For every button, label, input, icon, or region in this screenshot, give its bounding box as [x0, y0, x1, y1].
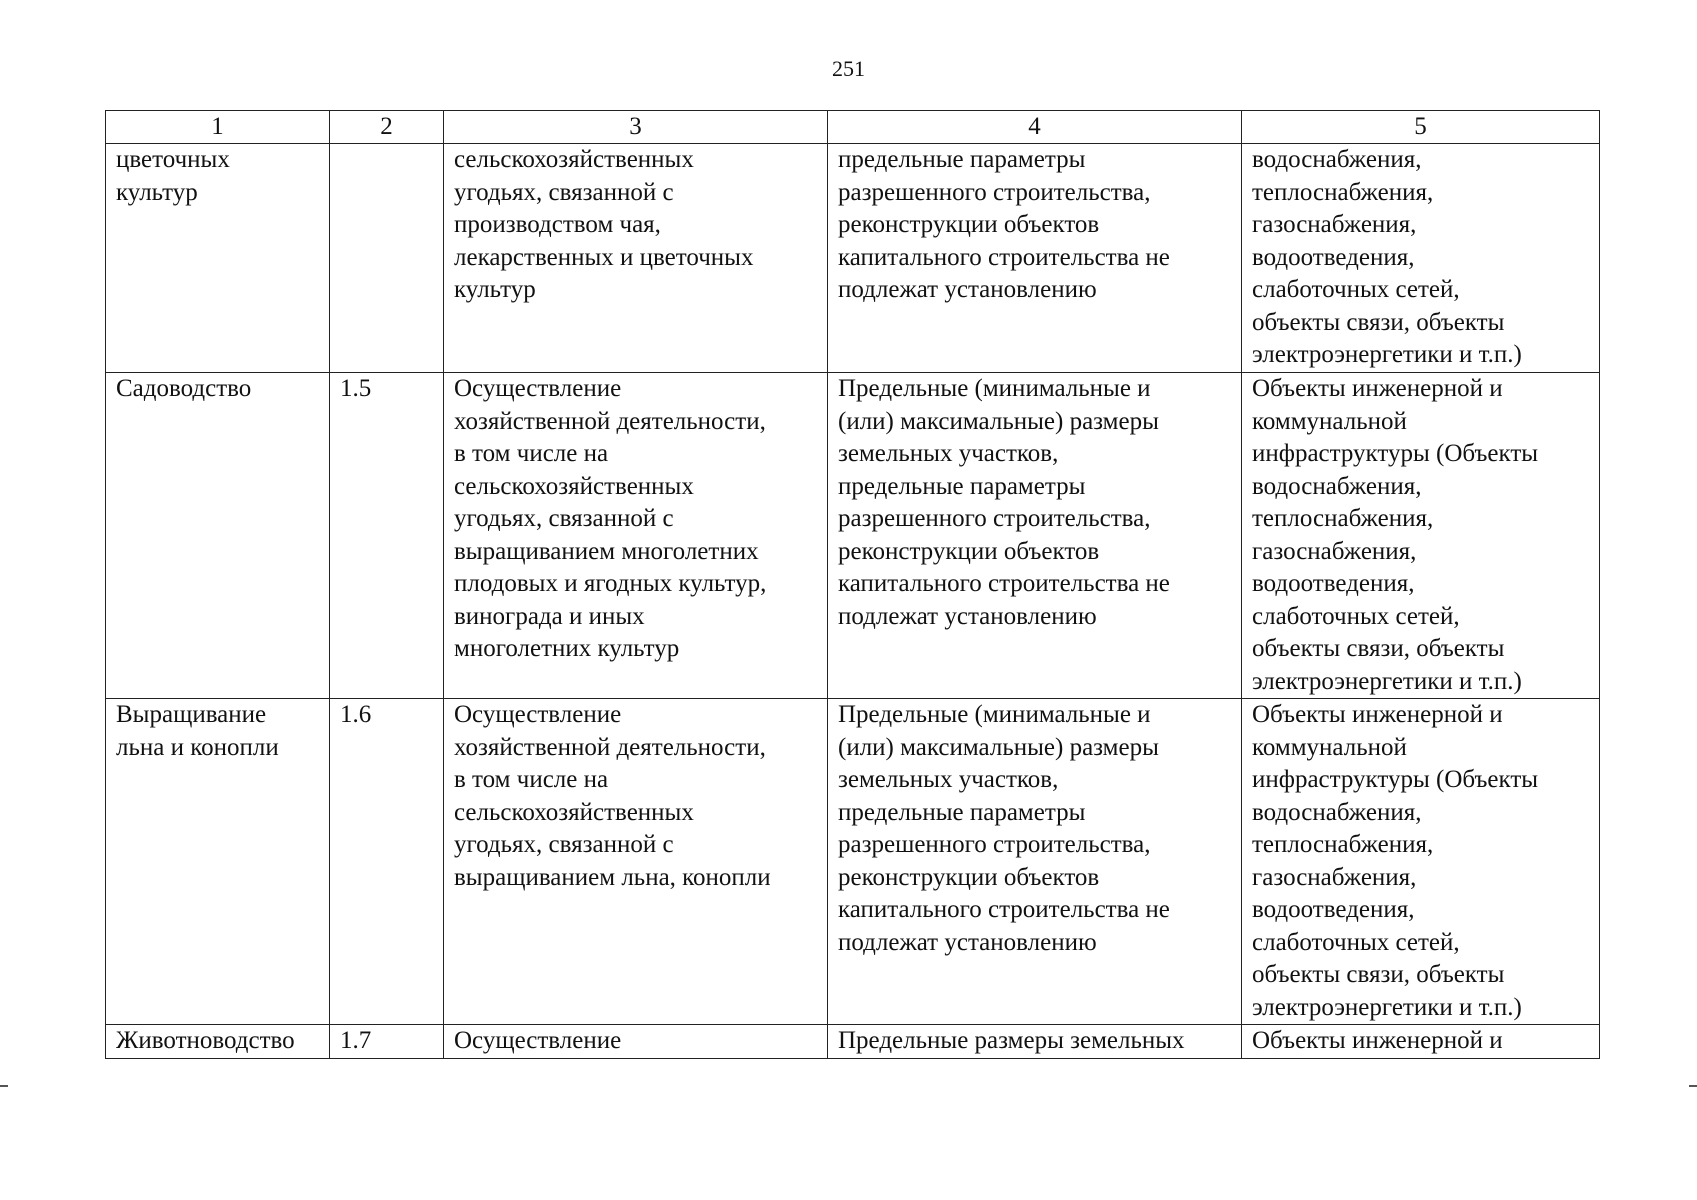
cell-parameters: Предельные (минимальные и (или) максимальные) размеры земельных участков, предельные параметры разрешенного строительства, реконструкции объектов капитального строительства не подлежат установлению	[828, 699, 1242, 1025]
cell-parameters: Предельные (минимальные и (или) максимальные) размеры земельных участков, предельные параметры разрешенного строительства, реконструкции объектов капитального строительства не подлежат установлению	[828, 373, 1242, 699]
header-col-5: 5	[1242, 111, 1600, 144]
land-use-table	[105, 110, 1600, 1059]
cell-parameters: Предельные размеры земельных	[828, 1025, 1242, 1059]
header-col-2: 2	[330, 111, 444, 144]
cell-code: 1.7	[330, 1025, 444, 1059]
cell-name: Животноводство	[106, 1025, 330, 1059]
cell-parameters: предельные параметры разрешенного строительства, реконструкции объектов капитального строительства не подлежат установлению	[828, 144, 1242, 373]
cell-description: Осуществление	[444, 1025, 828, 1059]
cell-description: Осуществление хозяйственной деятельности, в том числе на сельскохозяйственных угодьях, связанной с выращиванием льна, конопли	[444, 699, 828, 1025]
cell-code: 1.5	[330, 373, 444, 699]
table-row	[106, 144, 1600, 373]
cell-code	[330, 144, 444, 373]
page-number: 251	[832, 56, 865, 81]
cell-name: Садоводство	[106, 373, 330, 699]
cell-infrastructure: Объекты инженерной и коммунальной инфраструктуры (Объекты водоснабжения, теплоснабжения, газоснабжения, водоотведения, слаботочных сетей, объекты связи, объекты электроэнергетики и т.п.)	[1242, 373, 1600, 699]
scan-edge-mark-right	[1689, 1085, 1697, 1087]
cell-infrastructure: Объекты инженерной и	[1242, 1025, 1600, 1059]
table-row	[106, 373, 1600, 699]
cell-infrastructure: Объекты инженерной и коммунальной инфраструктуры (Объекты водоснабжения, теплоснабжения, газоснабжения, водоотведения, слаботочных сетей, объекты связи, объекты электроэнергетики и т.п.)	[1242, 699, 1600, 1025]
table-header-row	[106, 111, 1600, 144]
cell-code: 1.6	[330, 699, 444, 1025]
cell-name: Выращивание льна и конопли	[106, 699, 330, 1025]
cell-description: сельскохозяйственных угодьях, связанной с производством чая, лекарственных и цветочных культур	[444, 144, 828, 373]
header-col-4: 4	[828, 111, 1242, 144]
cell-name: цветочных культур	[106, 144, 330, 373]
header-col-1: 1	[106, 111, 330, 144]
cell-infrastructure: водоснабжения, теплоснабжения, газоснабжения, водоотведения, слаботочных сетей, объекты связи, объекты электроэнергетики и т.п.)	[1242, 144, 1600, 373]
header-col-3: 3	[444, 111, 828, 144]
scan-edge-mark-left	[0, 1085, 8, 1087]
table-row	[106, 1025, 1600, 1059]
cell-description: Осуществление хозяйственной деятельности, в том числе на сельскохозяйственных угодьях, связанной с выращиванием многолетних плодовых и ягодных культур, винограда и иных многолетних культур	[444, 373, 828, 699]
table-row	[106, 699, 1600, 1025]
